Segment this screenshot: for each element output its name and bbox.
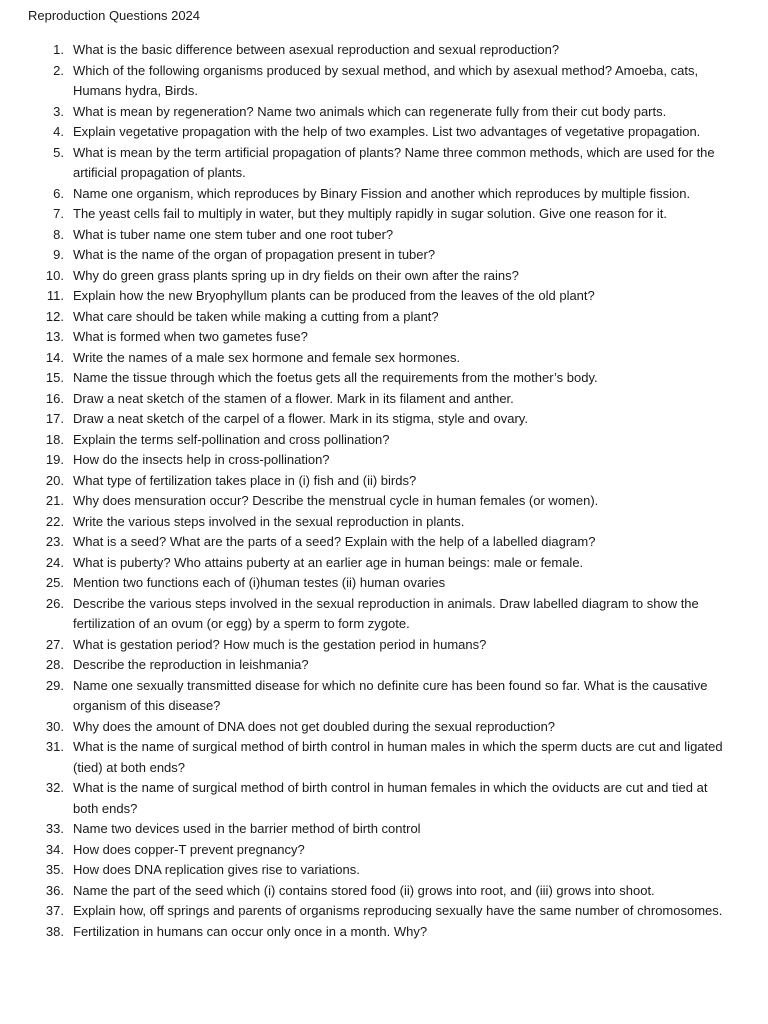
question-item	[0, 512, 768, 533]
question-text: Write the various steps involved in the sexual reproduction in plants.	[73, 513, 465, 529]
question-number: 23.	[45, 534, 64, 549]
question-text: Explain the terms self-pollination and cross pollination?	[73, 431, 390, 447]
question-item	[0, 655, 768, 676]
question-text: What is the name of the organ of propagation present in tuber?	[73, 247, 436, 262]
question-item	[0, 860, 768, 881]
question-number: 22.	[45, 513, 64, 529]
question-text: What type of fertilization takes place in (i) fish and (ii) birds?	[73, 472, 417, 488]
question-number: 36.	[45, 882, 64, 898]
question-text: Draw a neat sketch of the stamen of a flower. Mark in its filament and anther.	[73, 390, 514, 406]
question-item	[0, 225, 768, 246]
question-text: Describe the reproduction in leishmania?	[73, 657, 309, 672]
question-list	[0, 40, 768, 942]
question-item	[0, 819, 768, 840]
question-text: Draw a neat sketch of the carpel of a flower. Mark in its stigma, style and ovary.	[73, 411, 528, 426]
question-number: 17.	[45, 411, 64, 426]
question-item	[0, 491, 768, 512]
question-number: 2.	[53, 62, 64, 78]
question-text: What is the name of surgical method of birth control in human females in which the oviducts are cut and tied at both ends?	[73, 780, 708, 816]
question-text: Write the names of a male sex hormone and female sex hormones.	[73, 349, 461, 365]
question-number: 4.	[53, 124, 64, 139]
question-number: 11.	[46, 288, 64, 303]
question-number: 19.	[45, 452, 64, 467]
question-text: Why does the amount of DNA does not get doubled during the sexual reproduction?	[73, 718, 556, 734]
question-text: What is puberty? Who attains puberty at an earlier age in human beings: male or female.	[73, 554, 584, 570]
question-text: Explain how the new Bryophyllum plants can be produced from the leaves of the old plant?	[73, 288, 595, 303]
question-text: What is a seed? What are the parts of a seed? Explain with the help of a labelled diagram?	[73, 534, 596, 549]
question-number: 8.	[53, 226, 64, 242]
question-item	[0, 286, 768, 307]
question-item	[0, 573, 768, 594]
question-text: Name one organism, which reproduces by Binary Fission and another which reproduces by multiple fission.	[73, 185, 691, 201]
question-text: Explain vegetative propagation with the help of two examples. List two advantages of vegetative propagation.	[73, 124, 701, 139]
question-number: 25.	[45, 575, 64, 590]
question-number: 29.	[45, 677, 64, 693]
question-item	[0, 368, 768, 389]
question-number: 18.	[45, 431, 64, 447]
question-number: 34.	[45, 841, 64, 857]
question-number: 37.	[45, 903, 64, 918]
question-item	[0, 61, 768, 102]
question-text: Fertilization in humans can occur only once in a month. Why?	[73, 923, 428, 939]
question-item	[0, 40, 768, 61]
question-text: Which of the following organisms produced by sexual method, and which by asexual method? Amoeba, cats, Humans hydra, Birds.	[73, 62, 699, 98]
question-text: The yeast cells fail to multiply in water, but they multiply rapidly in sugar solution. Give one reason for it.	[73, 206, 667, 221]
question-number: 9.	[53, 247, 64, 262]
question-number: 1.	[53, 42, 64, 57]
question-number: 12.	[45, 308, 64, 324]
question-text: What is mean by the term artificial propagation of plants? Name three common methods, which are used for the artificial propagation of plants.	[73, 144, 715, 180]
question-number: 3.	[53, 103, 64, 119]
question-item	[0, 245, 768, 266]
question-item	[0, 389, 768, 410]
question-number: 33.	[45, 821, 64, 836]
question-item	[0, 102, 768, 123]
question-number: 24.	[45, 554, 64, 570]
question-item	[0, 635, 768, 656]
question-number: 32.	[45, 780, 64, 795]
question-item	[0, 553, 768, 574]
question-item	[0, 901, 768, 922]
question-number: 27.	[45, 636, 64, 652]
question-text: Why do green grass plants spring up in dry fields on their own after the rains?	[73, 267, 519, 283]
question-text: What care should be taken while making a cutting from a plant?	[73, 308, 439, 324]
question-number: 6.	[53, 185, 64, 201]
question-item	[0, 471, 768, 492]
question-text: What is the basic difference between asexual reproduction and sexual reproduction?	[73, 42, 560, 57]
question-text: What is gestation period? How much is the gestation period in humans?	[73, 636, 487, 652]
question-item	[0, 737, 768, 778]
question-number: 14.	[45, 349, 64, 365]
question-number: 10.	[45, 267, 64, 283]
question-item	[0, 204, 768, 225]
question-text: How does DNA replication gives rise to variations.	[73, 862, 360, 877]
question-number: 21.	[45, 493, 64, 508]
question-item	[0, 840, 768, 861]
question-number: 38.	[45, 923, 64, 939]
question-text: Name the tissue through which the foetus gets all the requirements from the mother’s body.	[73, 370, 598, 385]
question-text: What is formed when two gametes fuse?	[73, 329, 308, 344]
question-item	[0, 184, 768, 205]
question-text: Mention two functions each of (i)human testes (ii) human ovaries	[73, 575, 446, 590]
question-text: Explain how, off springs and parents of organisms reproducing sexually have the same number of chromosomes.	[73, 903, 723, 918]
question-number: 30.	[45, 718, 64, 734]
question-number: 16.	[45, 390, 64, 406]
question-item	[0, 143, 768, 184]
question-text: What is the name of surgical method of birth control in human males in which the sperm ducts are cut and ligated (tied) at both ends?	[73, 739, 723, 775]
question-number: 20.	[45, 472, 64, 488]
question-item	[0, 409, 768, 430]
question-text: What is mean by regeneration? Name two animals which can regenerate fully from their cut body parts.	[73, 103, 667, 119]
question-item	[0, 676, 768, 717]
question-item	[0, 348, 768, 369]
question-number: 31.	[45, 739, 64, 754]
question-item	[0, 532, 768, 553]
question-item	[0, 922, 768, 943]
question-text: How do the insects help in cross-pollination?	[73, 452, 330, 467]
question-item	[0, 881, 768, 902]
question-text: What is tuber name one stem tuber and one root tuber?	[73, 226, 394, 242]
question-item	[0, 778, 768, 819]
question-item	[0, 594, 768, 635]
question-text: Name two devices used in the barrier method of birth control	[73, 821, 421, 836]
document-title: Reproduction Questions 2024	[28, 8, 201, 23]
question-text: Name the part of the seed which (i) contains stored food (ii) grows into root, and (iii) grows into shoot.	[73, 882, 655, 898]
question-number: 5.	[53, 144, 64, 160]
question-number: 13.	[45, 329, 64, 344]
question-number: 26.	[45, 595, 64, 611]
question-number: 7.	[53, 206, 64, 221]
question-item	[0, 450, 768, 471]
question-item	[0, 717, 768, 738]
question-text: Why does mensuration occur? Describe the menstrual cycle in human females (or women).	[73, 493, 599, 508]
question-item	[0, 430, 768, 451]
question-number: 28.	[45, 657, 64, 672]
question-text: How does copper-T prevent pregnancy?	[73, 841, 305, 857]
question-text: Name one sexually transmitted disease for which no definite cure has been found so far. What is the causative organism of this disease?	[73, 677, 708, 713]
question-item	[0, 266, 768, 287]
question-item	[0, 122, 768, 143]
question-number: 15.	[45, 370, 64, 385]
question-text: Describe the various steps involved in the sexual reproduction in animals. Draw labelled diagram to show the fertilization of an ovum (or egg) by a sperm to form zygote.	[73, 595, 699, 631]
question-item	[0, 307, 768, 328]
question-number: 35.	[45, 862, 64, 877]
question-item	[0, 327, 768, 348]
